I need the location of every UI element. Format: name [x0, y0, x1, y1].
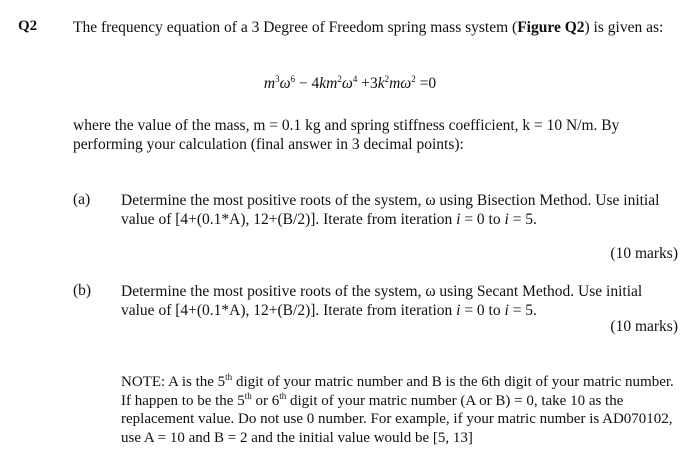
eq-exponent: 2: [384, 74, 390, 84]
eq-term: k: [377, 75, 385, 92]
eq-exponent: 2: [337, 74, 342, 84]
part-a-end: = 5.: [508, 211, 537, 228]
intro-text-1: The frequency equation of a 3 Degree of Freedom spring mass system (: [73, 19, 518, 36]
note-text: or 6: [251, 392, 280, 409]
eq-operator: − 4: [295, 75, 320, 92]
given-values-text: where the value of the mass, m = 0.1 kg and spring stiffness coefficient, k = 10 N/m. By performing your calculation (final answer in 3 decimal points):: [73, 117, 620, 153]
eq-exponent: 6: [290, 74, 296, 84]
part-b-body: Determine the most positive roots of the system, ω using Secant Method. Use initial value of [4+(0.1*A), 12+(B/2)]. Iterate from iteration: [121, 283, 643, 319]
iteration-var: i: [456, 211, 461, 228]
part-b-label: (b): [73, 282, 92, 299]
intro-text-2: ) is given as:: [584, 19, 664, 36]
eq-term: mω: [389, 75, 412, 92]
eq-term: km: [319, 75, 338, 92]
note-text: NOTE: A is the 5: [121, 374, 226, 390]
note-paragraph: [121, 373, 678, 447]
part-a-text: [121, 191, 678, 229]
question-intro: [73, 18, 678, 37]
ordinal-suffix: th: [279, 390, 287, 401]
iteration-var: i: [504, 302, 509, 319]
eq-exponent: 4: [352, 74, 358, 84]
part-a-marks: (10 marks): [610, 245, 678, 262]
part-a-mid: = 0 to: [460, 211, 505, 228]
eq-term: ω: [341, 75, 353, 92]
question-number: Q2: [18, 18, 38, 34]
part-b-text: [121, 282, 678, 320]
eq-exponent: 2: [411, 74, 416, 84]
eq-term: m: [263, 75, 276, 92]
part-b-marks: (10 marks): [610, 318, 678, 335]
iteration-var: i: [504, 211, 509, 228]
ordinal-suffix: th: [244, 390, 252, 401]
note-text: digit of your matric number and B is the 6th digit of your matric number. If happen to be the 5: [121, 374, 674, 409]
eq-rhs: =0: [415, 75, 437, 92]
eq-operator: +3: [357, 75, 378, 92]
part-b-end: = 5.: [508, 302, 537, 319]
iteration-var: i: [456, 302, 461, 319]
frequency-equation: [0, 74, 700, 93]
part-a-body: Determine the most positive roots of the system, ω using Bisection Method. Use initial value of [4+(0.1*A), 12+(B/2)]. Iterate from iteration: [121, 192, 660, 228]
figure-reference: Figure Q2: [517, 19, 585, 36]
part-b-mid: = 0 to: [460, 302, 505, 319]
eq-exponent: 3: [275, 74, 280, 84]
part-a-label: (a): [73, 191, 91, 208]
note-text: digit of your matric number (A or B) = 0, take 10 as the replacement value. Do not use 0 number. For example, if your matric number is AD070102, use A = 10 and B = 2 and the initial value would be [5, 13]: [121, 392, 673, 446]
eq-term: ω: [279, 75, 291, 92]
ordinal-suffix: th: [225, 372, 233, 382]
